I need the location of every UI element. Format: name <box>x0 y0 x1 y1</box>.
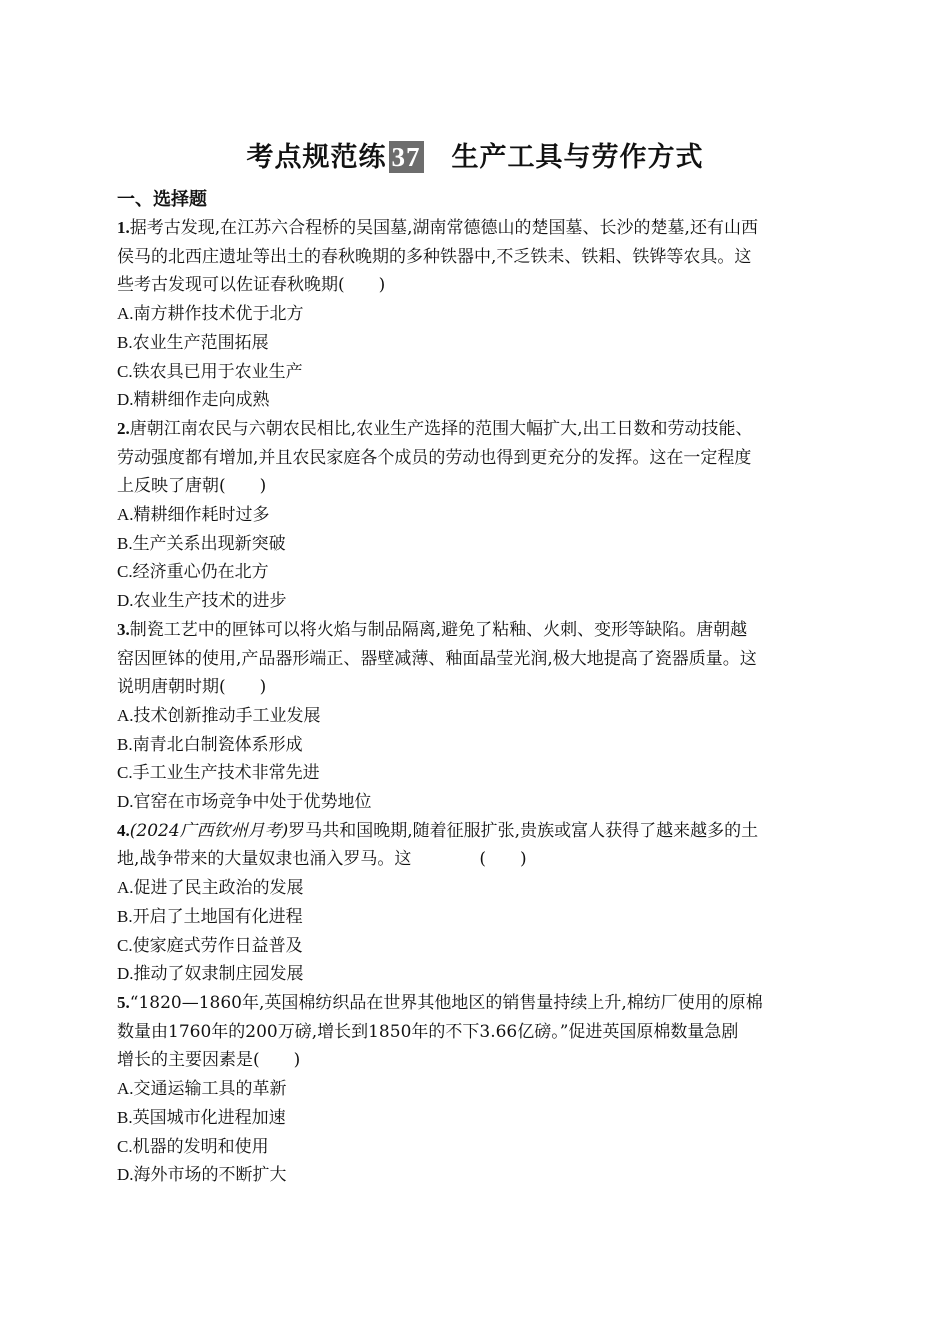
question-number: 4 <box>117 820 126 840</box>
question-line: 3.制瓷工艺中的匣钵可以将火焰与制品隔离,避免了粘釉、火刺、变形等缺陷。唐朝越 <box>117 619 748 640</box>
option-b[interactable]: B.南青北白制瓷体系形成 <box>117 734 303 755</box>
option-b[interactable]: B.开启了土地国有化进程 <box>117 906 303 927</box>
question-line: 2.唐朝江南农民与六朝农民相比,农业生产选择的范围大幅扩大,出工日数和劳动技能、 <box>117 418 753 439</box>
question-4 <box>117 817 837 989</box>
question-5 <box>117 989 837 1190</box>
option-d[interactable]: D.农业生产技术的进步 <box>117 591 287 612</box>
option-c[interactable]: C.机器的发明和使用 <box>117 1136 269 1157</box>
question-line: 些考古发现可以佐证春秋晚期( ) <box>117 275 386 296</box>
option-d[interactable]: D.精耕细作走向成熟 <box>117 390 270 411</box>
question-line: 劳动强度都有增加,并且农民家庭各个成员的劳动也得到更充分的发挥。这在一定程度 <box>117 447 752 468</box>
question-number: 2 <box>117 418 126 438</box>
option-a[interactable]: A.南方耕作技术优于北方 <box>117 304 304 325</box>
option-a[interactable]: A.交通运输工具的革新 <box>117 1079 287 1100</box>
question-2 <box>117 415 837 616</box>
question-line: 4.(2024广西钦州月考)罗马共和国晚期,随着征服扩张,贵族或富人获得了越来越多的土 <box>117 820 759 841</box>
option-b[interactable]: B.农业生产范围拓展 <box>117 332 269 353</box>
question-line: 5.“1820—1860年,英国棉纺织品在世界其他地区的销售量持续上升,棉纺厂使用的原棉 <box>117 992 763 1013</box>
option-c[interactable]: C.手工业生产技术非常先进 <box>117 763 320 784</box>
option-c[interactable]: C.使家庭式劳作日益普及 <box>117 935 303 956</box>
page-title <box>0 140 950 176</box>
question-line: 说明唐朝时期( ) <box>117 677 267 698</box>
question-source: (2024广西钦州月考) <box>129 820 289 841</box>
question-number: 1 <box>117 218 126 237</box>
question-line: 侯马的北西庄遗址等出土的春秋晚期的多种铁器中,不乏铁耒、铁耜、铁铧等农具。这 <box>117 246 752 267</box>
option-d[interactable]: D.推动了奴隶制庄园发展 <box>117 964 304 985</box>
option-b[interactable]: B.英国城市化进程加速 <box>117 1107 286 1128</box>
question-3 <box>117 616 837 817</box>
exercise-number-badge: 37 <box>389 141 424 173</box>
question-number: 3 <box>117 619 126 639</box>
option-a[interactable]: A.技术创新推动手工业发展 <box>117 705 321 726</box>
option-d[interactable]: D.海外市场的不断扩大 <box>117 1165 287 1186</box>
option-a[interactable]: A.促进了民主政治的发展 <box>117 878 304 899</box>
title-prefix: 考点规范练 <box>246 142 387 173</box>
question-list <box>117 214 837 1190</box>
title-main: 生产工具与劳作方式 <box>451 142 704 173</box>
question-line: 窑因匣钵的使用,产品器形端正、器壁减薄、釉面晶莹光润,极大地提高了瓷器质量。这 <box>117 648 757 669</box>
question-line: 地,战争带来的大量奴隶也涌入罗马。这 ( ) <box>117 849 527 870</box>
question-line: 数量由1760年的200万磅,增长到1850年的不下3.66亿磅。”促进英国原棉数量急剧 <box>117 1021 739 1042</box>
option-a[interactable]: A.精耕细作耗时过多 <box>117 505 270 526</box>
question-number: 5 <box>117 992 126 1012</box>
option-c[interactable]: C.铁农具已用于农业生产 <box>117 361 303 382</box>
question-line: 上反映了唐朝( ) <box>117 476 267 497</box>
question-1 <box>117 214 837 415</box>
question-line: 增长的主要因素是( ) <box>117 1050 301 1071</box>
option-b[interactable]: B.生产关系出现新突破 <box>117 533 286 554</box>
question-line: 1.据考古发现,在江苏六合程桥的吴国墓,湖南常德德山的楚国墓、长沙的楚墓,还有山西 <box>117 218 758 238</box>
section-heading: 一、选择题 <box>117 189 207 210</box>
option-c[interactable]: C.经济重心仍在北方 <box>117 562 269 583</box>
option-d[interactable]: D.官窑在市场竞争中处于优势地位 <box>117 792 372 813</box>
